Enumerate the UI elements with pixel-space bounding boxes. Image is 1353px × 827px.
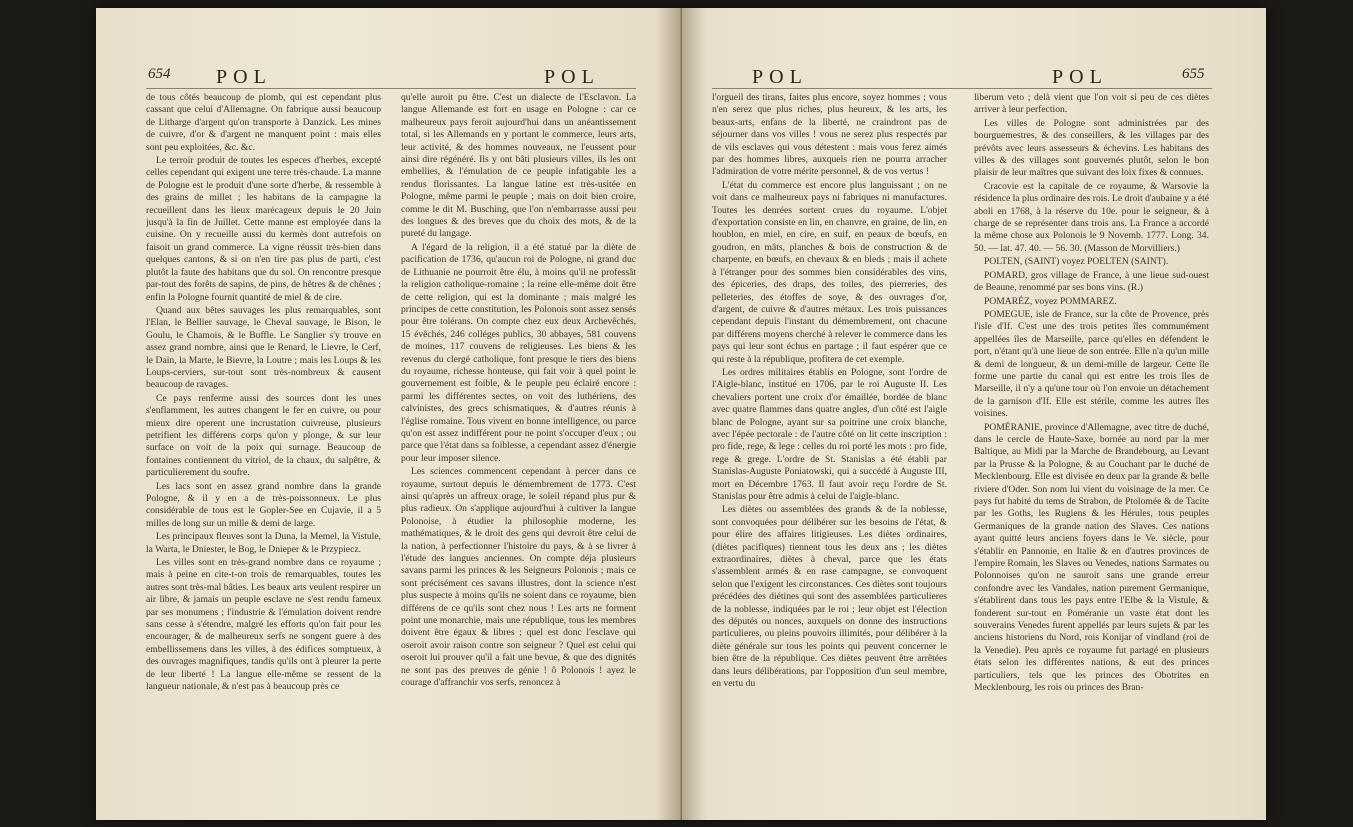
- paragraph: Les principaux fleuves sont la Duna, la Memel, la Vistule, la Warta, le Dniester, le Bog, le Dnieper & le Przypiecz.: [146, 531, 381, 555]
- left-running-head: [96, 66, 681, 88]
- right-header-rule: [712, 88, 1212, 89]
- paragraph: de tous côtés beaucoup de plomb, qui est cependant plus cassant que celui d'Allemagne. On fabrique aussi beaucoup de Litharge d'argent qu'on transporte à Danzick. Les mines de cuivre, d'or & d'argent ne manquent point : mais elles sont peu exploitées, &c. &c.: [146, 92, 381, 153]
- paragraph: Le terroir produit de toutes les especes d'herbes, excepté celles cependant qui exigent une terre très-chaude. La manne de Pologne est le produit d'une sorte d'herbe, & ressemble à des grains de millet ; les habitans de la campagne la recueillent dans les lieux marécageux depuis le 20 Juin jusqu'à la fin de Juillet. Cette manne est employée dans la cuisine. On y recueille aussi du kermès dont autrefois on faisoit un grand commerce. La vigne réussit très-bien dans quelques cantons, & si on n'en tire pas plus de parti, c'est plutôt la faute des habitans que du sol. On rencontre presque par-tout des forêts de sapins, de pins, de hêtres & de chênes ; enfin la Pologne fournit quantité de miel & de cire.: [146, 155, 381, 303]
- paragraph: l'orgueil des tirans, faites plus encore, soyez hommes ; vous n'en serez que plus riches, plus heureux, & les arts, les beaux-arts, enfans de la liberté, ne craindront pas de séjourner dans vos villes ! vous ne serez plus respectés par de vils esclaves qui vous détestent : mais vous ferez aimés par des hommes libres, auxquels rien ne pourra arracher l'admiration de votre mérite personnel, & de vos vertus !: [712, 92, 947, 178]
- paragraph: Les sciences commencent cependant à percer dans ce royaume, surtout depuis le démembrement de 1773. C'est ainsi qu'après un affreux orage, le soleil répand plus pur & plus radieux. On s'applique aujourd'hui à cultiver la langue Polonoise, à étudier la philosophie moderne, les mathématiques, & le droit des gens qui devroit être celui de la nation, à perfectionner l'histoire du pays, & à se livrer à l'étude des langues anciennes. On compte déja plusieurs savans parmi les princes & les Seigneurs Polonois ; mais ce sont précisément ces savans illustres, dont la science n'est plus suspecte à moins qu'ils ne soient dans ce royaume, bien différens de ce qu'ils sont chez nous ! Les arts ne forment point une monarchie, mais une république, tous les membres doivent être égaux & libres ; quel est donc l'esclave qui oseroit avoir raison contre son seigneur ? Quel est celui qui oseroit lui prouver qu'il a fait une bevue, & que des dignités ne sont pas des preuves de génie ! ô Polonois ! ayez le courage d'affranchir vos serfs, renoncez à: [401, 466, 636, 689]
- paragraph: qu'elle auroit pu être. C'est un dialecte de l'Esclavon. La langue Allemande est fort en usage en Pologne : car ce malheureux pays feroit aujourd'hui dans un anéantissement total, si les Allemands en y portant le commerce, leurs arts, leur activité, & des hommes nouveaux, ne l'eussent pour ainsi dire régénéré. Ils y ont bâti plusieurs villes, ils les ont embellies, & l'émulation de ce peuple infatigable les a rendus florissantes. La langue latine est très-usitée en Pologne, même parmi le peuple ; mais on doit bien croire, comme le dit M. Busching, que l'on n'embarrasse aussi peu des longues & des breves que du choix des mots, & de la pureté du langage.: [401, 92, 636, 240]
- left-column-2: [401, 92, 636, 804]
- headword-left-col1: POL: [216, 66, 272, 88]
- paragraph: Les diètes ou assemblées des grands & de la noblesse, sont convoquées pour délibérer sur les besoins de l'état, & pour élire des affaires litigieuses. Les diètes ordinaires, (diètes pacifiques) tiennent tous les deux ans ; les diètes extraordinaires, diètes à cheval, parce que les états s'assemblent armés & en rase campagne, se convoquent selon que l'exigent les circonstances. Ces diètes sont toujours précédées des diétines qui sont des assemblées particulieres de la noblesse, indiquées par le roi ; leur objet est l'élection des députés ou nonces, auxquels on donne des instructions particulieres, ou pleins pouvoirs illimités, pour délibérer à la diète générale sur tous les points qui peuvent concerner le bien être de la république. Ces diètes peuvent être arrêtées dans leurs délibérations, par l'opposition d'un seul membre, en vertu du: [712, 504, 947, 690]
- page-number-right: 655: [1182, 66, 1205, 82]
- paragraph: Les lacs sont en assez grand nombre dans la grande Pologne, & il y en a de très-poissonneux. Le plus considérable de tous est le Gopler-See en Cujavie, il a 5 milles de long sur un mille & demi de large.: [146, 480, 381, 529]
- paragraph: liberum veto ; delà vient que l'on voit si peu de ces diètes arriver à leur perfection.: [974, 92, 1209, 116]
- paragraph: POMÉRANIE, province d'Allemagne, avec titre de duché, dans le cercle de Haute-Saxe, bornée au nord par la mer Baltique, au Midi par la Marche de Brandebourg, au Levant par la Prusse & la Pologne, & au Couchant par le duché de Mecklenbourg. Elle est divisée en deux par la grande & belle riviere d'Oder. Son nom lui vient du voisinage de la mer. Ce pays fut habité du tems de Strabon, de Ptolomée & de Tacite par les Goths, les Rugiens & les Hérules, tous peuples Germaniques de la grande nation des Slaves. Ces nations ayant quitté leurs anciens foyers dans le Ve. siècle, pour s'établir en Pannonie, en Italie & en d'autres provinces de l'empire Romain, les Slaves ou Venedes, nations Sarmates ou Polonnoises qu'on ne sauroit sans une grande erreur confondre avec les Vandales, nation purement Germanique, s'établirent dans tous les pays entre l'Elbe & la Vistule, & fonderent sur-tout en Poméranie un vaste état dont les souverains Venedes furent appellés par leurs sujets & par les anciens historiens du Nord, rois Konijar of vindland (roi de la Venedie). Peu après ce royaume fut partagé en plusieurs états selon les différentes nations, & eut des princes particuliers, tels que les princes des Obotrites en Mecklenbourg, les rois ou princes des Bran-: [974, 421, 1209, 694]
- paragraph: POLTEN, (SAINT) voyez POELTEN (SAINT).: [984, 256, 1169, 268]
- right-column-2: [974, 92, 1209, 804]
- paragraph: POMARD, gros village de France, à une lieue sud-ouest de Beaune, renommé par ses bons vins. (R.): [974, 269, 1209, 294]
- right-page: [682, 8, 1266, 820]
- paragraph: POMEGUE, isle de France, sur la côte de Provence, près l'isle d'If. C'est une des trois petites îles communément appellées îles de Marseille, parce qu'elles en défendent le port, n'étant qu'à une lieue de son entrée. Elle n'a qu'un mille & demi de longueur, & un demi-mille de largeur. Cette île forme une partie du canal qui est entre les trois îles de Marseille, il n'y a qu'une tour où l'on envoie un détachement de la garnison d'If. Elle est stérile, comme les autres îles voisines.: [974, 308, 1209, 420]
- paragraph: Les villes sont en très-grand nombre dans ce royaume ; mais à peine en cite-t-on trois de remarquables, toutes les autres sont très-mal bâties. Les beaux arts veulent respirer un air libre, & jamais un peuple esclave ne s'est rendu fameux par ses monumens ; l'industrie & l'émulation doivent rendre sans cesse à s'étendre, malgré les efforts qu'on fait pour les encourager, & de malheureux serfs ne songent guere à des embellissemens dans les villes, à des édifices somptueux, à des ouvrages magnifiques, tandis qu'ils ont à pleurer la perte de leur liberté ! La langue elle-même se ressent de la langueur nationale, & n'est pas à beaucoup près ce: [146, 557, 381, 693]
- paragraph: Les ordres militaires établis en Pologne, sont l'ordre de l'Aigle-blanc, institué en 1706, par le roi Auguste II. Les chevaliers portent une croix d'or émaillée, bordée de blanc avec quatre flammes dans quatre angles, d'un côté est l'aigle blanc de Pologne, ayant sur sa poitrine une croix blanche, avec l'épée pectorale : de l'autre côté on lit cette inscription : pro fide, rege, & lege : celles du roi porté les mots : pro fide, rege & grege. L'ordre de St. Stanislas a été établi par Stanislas-Auguste Poniatowski, qui a succédé à Auguste III, mort en Décembre 1763. Il faut avoir reçu l'ordre de St. Stanislas pour être admis à celui de l'aigle-blanc.: [712, 366, 947, 502]
- paragraph: Les villes de Pologne sont administrées par des bourguemestres, & des conseillers, & les villages par des prévôts avec leurs assesseurs & échevins. Les habitans des villes & des villages sont gouvernés plutôt, selon le bon plaisir de leur maîtres que suivant des loix fixes & connues.: [974, 117, 1209, 179]
- paragraph: A l'égard de la religion, il a été statué par la diète de pacification de 1736, qu'aucun roi de Pologne, ni grand duc de Lithuanie ne pourroit être élu, à moins qu'il ne professât la religion catholique-romaine ; la reine elle-même doit être de cette religion, qui est la dominante ; mais malgré les principes de cette constitution, les Polonois sont assez sensés pour être tolérans. On compte chez eux deux Archevêchés, 15 évêchés, 246 colléges publics, 30 abbayes, 581 couvens de moines, 117 couvens de religieuses. Les biens & les revenus du clergé catholique, font presque le tiers des biens du royaume, richesse honteuse, qui fait voir à quel point le gouvernement est foible, & le peuple peu éclairé encore : parmi les différentes sectes, on voit des luthériens, des calvinistes, des grecs schismatiques, & d'autres réunis à l'église romaine. Tous vivent en bonne intelligence, ou parce qu'on est assez indifférent pour ne point s'occuper d'eux ; ou parce que l'état dans sa foiblesse, a cependant assez d'énergie pour leur imposer silence.: [401, 241, 636, 464]
- right-running-head: [682, 66, 1266, 88]
- headword-right-col2: POL: [1052, 66, 1108, 88]
- left-header-rule: [146, 88, 636, 89]
- headword-left-col2: POL: [544, 66, 600, 88]
- page-number-left: 654: [148, 66, 171, 82]
- paragraph: Ce pays renferme aussi des sources dont les unes s'enflamment, les autres changent le fer en cuivre, ou pour mieux dire operent une incrustation cuivreuse, plusieurs petrifient les différens corps qu'on y plonge, & sur leur surface on voit de la poix qui surnage. Beaucoup de fontaines contiennent du vitriol, de la chaux, du salpêtre, & particulierement du soufre.: [146, 392, 381, 479]
- paragraph: POMARÉZ, voyez POMMAREZ.: [984, 295, 1117, 307]
- open-book: [96, 8, 1266, 820]
- paragraph: Quand aux bêtes sauvages les plus remarquables, sont l'Elan, le Bellier sauvage, le Cheval sauvage, le Bison, le Goulu, le Chamois, & le Buffle. Le Sanglier s'y trouve en assez grand nombre, ainsi que le Renard, le Lievre, le Cerf, le Dain, la Marte, le Bievre, la Loutre ; mais les Loups & les Loups-cerviers, sur-tout sont très-nombreux & causent beaucoup de ravages.: [146, 304, 381, 391]
- headword-right-col1: POL: [752, 66, 808, 88]
- paragraph: L'état du commerce est encore plus languissant ; on ne voit dans ce malheureux pays ni fabriques ni manufactures. Toutes les denrées sortent crues du royaume. L'objet d'exportation consiste en lin, en chanvre, en graine, de lin, en houblon, en miel, en cire, en suif, en peaux de bœufs, en goudron, en mâts, planches & bois de construction & de charpente, en bœufs, en chevaux & en bleds ; mais il achete à l'étranger pour des sommes bien considérables des vins, des épiceries, des draps, des toiles, des pierreries, des pelleteries, des étoffes de soye, & des ouvrages d'or, d'argent, de cuivre & d'autres métaux. Les trois puissances cependant depuis l'instant du démembrement, ont chacune par différens moyens cherché à relever le commerce dans les pays qui leur sont échus en partage ; il faut espérer que ce qui reste à la république, profitera de cet exemple.: [712, 179, 947, 365]
- paragraph: Cracovie est la capitale de ce royaume, & Warsovie la résidence la plus ordinaire des rois. Le droit d'aubaine y a été aboli en 1768, à la réserve du 10e. pour le seigneur, & à charge de se représenter dans trois ans. La France a accordé la même chose aux Polonois le 9 Novemb. 1777. Long. 34. 50. — lat. 47. 40. — 56. 30. (Masson de Morvilliers.): [974, 180, 1209, 254]
- left-column-1: [146, 92, 381, 804]
- right-column-1: [712, 92, 947, 804]
- left-page: [96, 8, 682, 820]
